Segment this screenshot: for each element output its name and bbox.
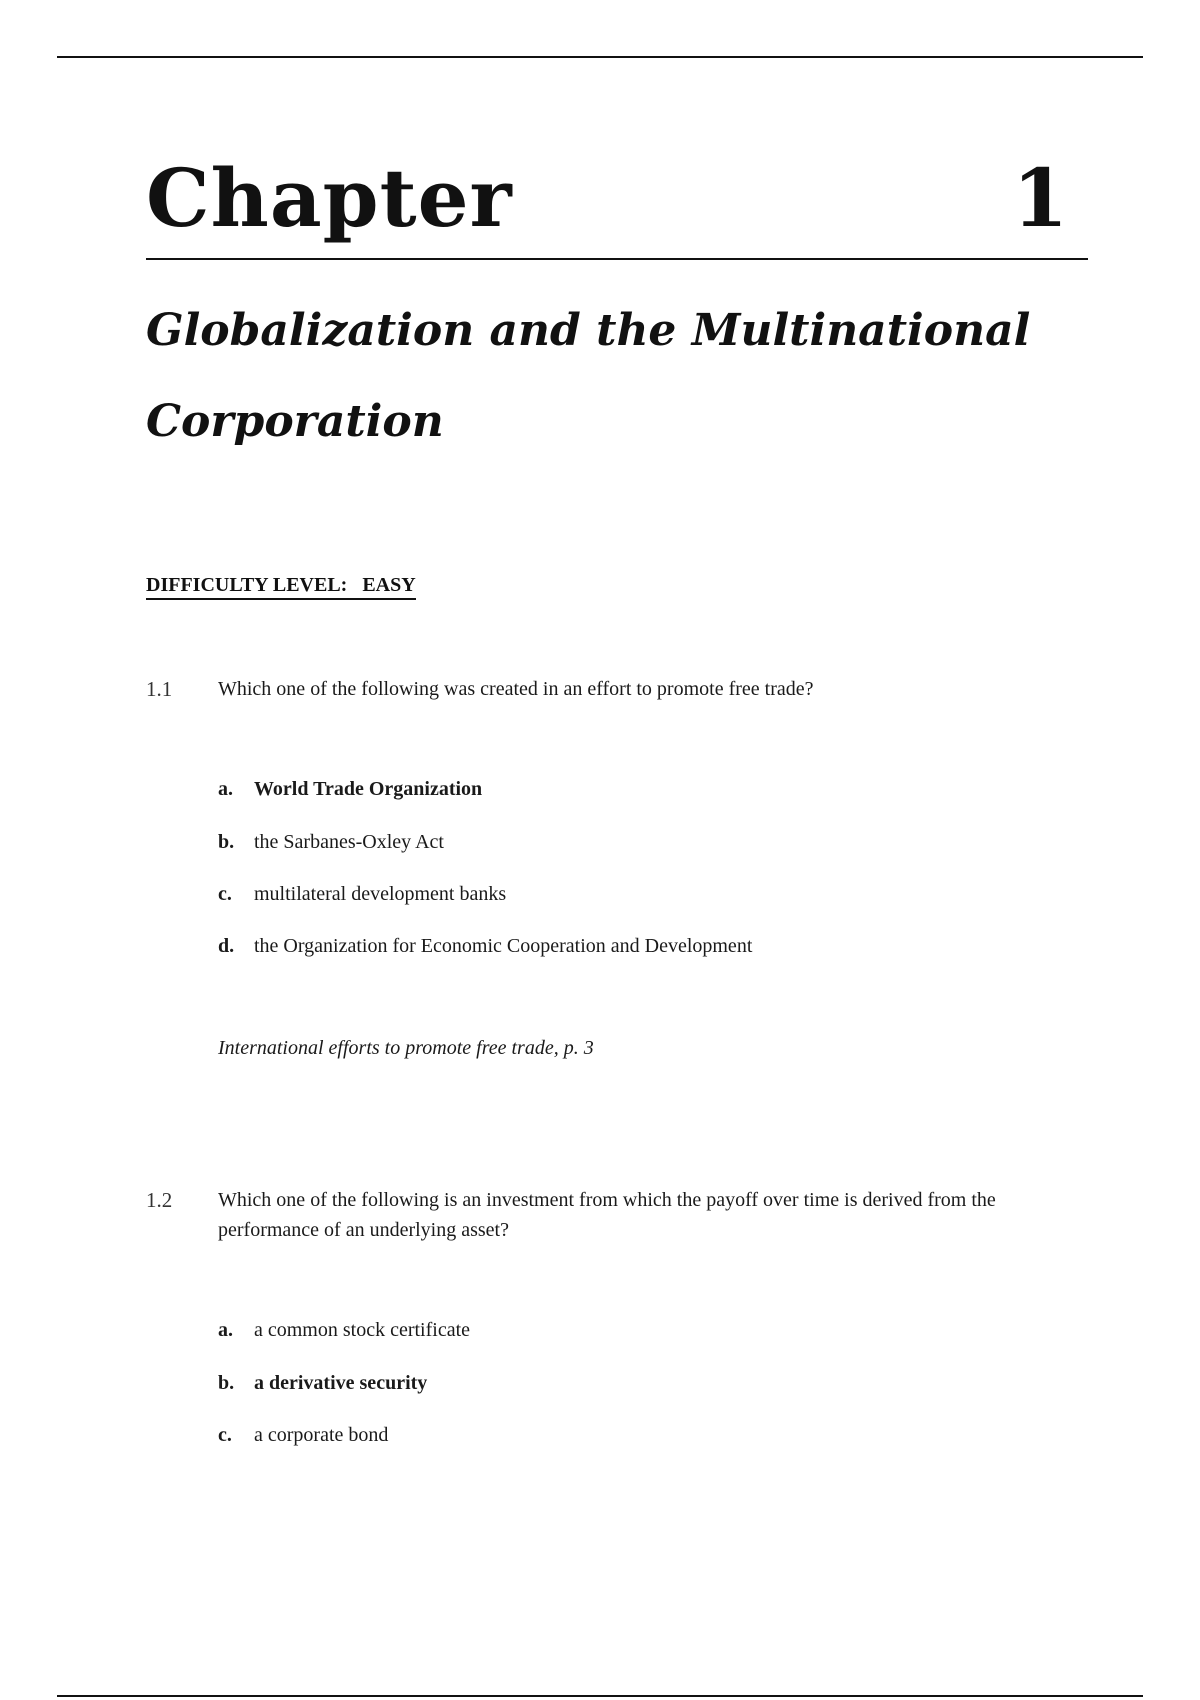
chapter-heading — [146, 148, 1088, 260]
question-text: Which one of the following was created in an effort to promote free trade? — [218, 678, 814, 700]
option-letter: d. — [218, 935, 235, 957]
answer-option — [218, 775, 482, 803]
footer-rule — [57, 1695, 1143, 1697]
option-letter: c. — [218, 883, 232, 905]
chapter-label: Chapter — [146, 151, 513, 245]
option-letter: a. — [218, 778, 233, 800]
page-reference: International efforts to promote free trade, p. 3 — [218, 1037, 594, 1059]
question-text: Which one of the following is an investment from which the payoff over time is derived from the performance of an underlying asset? — [218, 1189, 996, 1241]
option-letter: a. — [218, 1319, 233, 1341]
option-letter: b. — [218, 1372, 235, 1394]
chapter-title: Globalization and the Multinational Corporation — [146, 305, 1031, 447]
question-number: 1.2 — [146, 1188, 173, 1212]
answer-option — [218, 932, 752, 960]
option-text: a derivative security — [254, 1372, 428, 1394]
answer-option — [218, 1316, 470, 1344]
option-letter: c. — [218, 1424, 232, 1446]
option-text: a common stock certificate — [254, 1319, 471, 1341]
answer-option — [218, 828, 444, 856]
option-text: the Sarbanes-Oxley Act — [254, 831, 444, 853]
option-text: World Trade Organization — [254, 778, 483, 800]
header-rule — [57, 56, 1143, 58]
option-text: multilateral development banks — [254, 883, 507, 905]
option-text: a corporate bond — [254, 1424, 389, 1446]
answer-option — [218, 1369, 427, 1397]
answer-option — [218, 880, 506, 908]
difficulty-level: DIFFICULTY LEVEL: EASY — [146, 572, 416, 600]
chapter-number: 1 — [1012, 151, 1068, 245]
question-number: 1.1 — [146, 677, 173, 701]
answer-option — [218, 1421, 388, 1449]
option-text: the Organization for Economic Cooperation and Development — [254, 935, 753, 957]
option-letter: b. — [218, 831, 235, 853]
